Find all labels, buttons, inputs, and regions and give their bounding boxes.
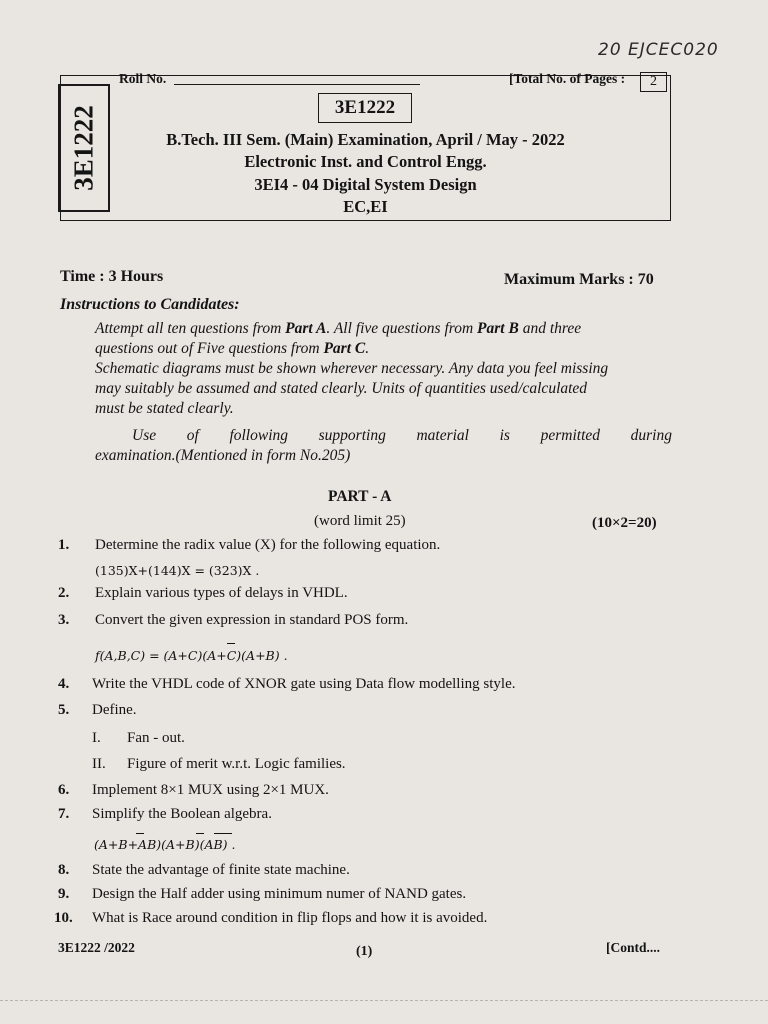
- part-a-ref: Part A: [285, 320, 327, 337]
- roll-no-label: Roll No.: [119, 71, 167, 86]
- question-number: 5.: [58, 702, 70, 718]
- equation-q7: (A+B+AB)(A+B)(AB) .: [94, 837, 236, 852]
- question-number: 4.: [58, 676, 70, 692]
- part-b-ref: Part B: [477, 320, 519, 337]
- footer-contd: [Contd....: [606, 940, 661, 955]
- question-number: 8.: [58, 862, 70, 878]
- paper-code: 3E1222: [318, 93, 412, 123]
- subject-title: 3EI4 - 04 Digital System Design: [254, 175, 477, 194]
- part-a-title: PART - A: [328, 488, 392, 505]
- instruction-para-3-line-1: Use of following supporting material is permitted during: [132, 427, 672, 444]
- question-text: Write the VHDL code of XNOR gate using Data flow modelling style.: [92, 676, 516, 692]
- question-text: Implement 8×1 MUX using 2×1 MUX.: [92, 782, 329, 798]
- instruction-para-3-line-2: examination.(Mentioned in form No.205): [95, 447, 351, 464]
- instr-text: and three: [522, 320, 582, 337]
- total-pages-value: 2: [640, 72, 667, 92]
- question-text: Design the Half adder using minimum numer of NAND gates.: [92, 886, 467, 902]
- max-marks-label: Maximum Marks : 70: [504, 271, 654, 288]
- question-number: 3.: [58, 612, 70, 628]
- stream-title: EC,EI: [343, 197, 388, 216]
- instruction-para-1: [95, 319, 675, 419]
- sub-item-text: Fan - out.: [127, 730, 185, 746]
- vertical-paper-code-text: 3E1222: [68, 105, 99, 191]
- instruction-para-2-line-1: Schematic diagrams must be shown wherever necessary. Any data you feel missing: [95, 360, 609, 377]
- question-number: 9.: [58, 886, 70, 902]
- footer-code: 3E1222 /2022: [58, 940, 135, 955]
- roll-no-line: [174, 84, 420, 85]
- sub-item-text: Figure of merit w.r.t. Logic families.: [127, 756, 346, 772]
- question-text: Define.: [92, 702, 137, 718]
- time-label: Time : 3 Hours: [60, 268, 164, 285]
- question-number: 2.: [58, 585, 70, 601]
- part-c-ref: Part C: [323, 340, 366, 357]
- question-text: What is Race around condition in flip flops and how it is avoided.: [92, 910, 488, 926]
- sub-item-number: I.: [92, 730, 101, 746]
- page-edge-dashes: [0, 1000, 768, 1001]
- question-text: State the advantage of finite state machine.: [92, 862, 350, 878]
- question-number: 10.: [54, 910, 73, 926]
- instructions-heading: Instructions to Candidates:: [60, 296, 240, 313]
- equation-q1: (135)X+(144)X = (323)X .: [95, 563, 260, 578]
- overline-mark: [136, 833, 144, 834]
- instr-text: questions out of Five questions from: [95, 340, 320, 357]
- part-a-marks: (10×2=20): [592, 515, 657, 531]
- overline-mark: [196, 833, 204, 834]
- question-text: Explain various types of delays in VHDL.: [95, 585, 348, 601]
- instruction-para-2-line-2: may suitably be assumed and stated clearly. Units of quantities used/calculated: [95, 380, 588, 397]
- instr-text: . All five questions from: [326, 320, 474, 337]
- question-text: Determine the radix value (X) for the following equation.: [95, 537, 441, 553]
- exam-title: B.Tech. III Sem. (Main) Examination, April / May - 2022: [166, 130, 565, 149]
- instr-text: .: [365, 340, 370, 357]
- overline-mark: [227, 643, 235, 644]
- question-number: 6.: [58, 782, 70, 798]
- part-a-word-limit: (word limit 25): [314, 513, 406, 529]
- sub-item-number: II.: [92, 756, 106, 772]
- question-text: Simplify the Boolean algebra.: [92, 806, 272, 822]
- instruction-para-2-line-3: must be stated clearly.: [95, 400, 234, 417]
- branch-title: Electronic Inst. and Control Engg.: [244, 152, 487, 171]
- question-number: 7.: [58, 806, 70, 822]
- question-text: Convert the given expression in standard POS form.: [95, 612, 409, 628]
- instr-text: Attempt all ten questions from: [95, 320, 282, 337]
- question-number: 1.: [58, 537, 70, 553]
- equation-q3: f(A,B,C) = (A+C)(A+C)(A+B) .: [95, 648, 288, 663]
- footer-page-number: (1): [356, 944, 373, 959]
- handwritten-roll-note: 20 EJCEC020: [598, 40, 719, 60]
- total-pages-label: [Total No. of Pages :: [509, 71, 626, 86]
- overline-mark: [214, 833, 232, 834]
